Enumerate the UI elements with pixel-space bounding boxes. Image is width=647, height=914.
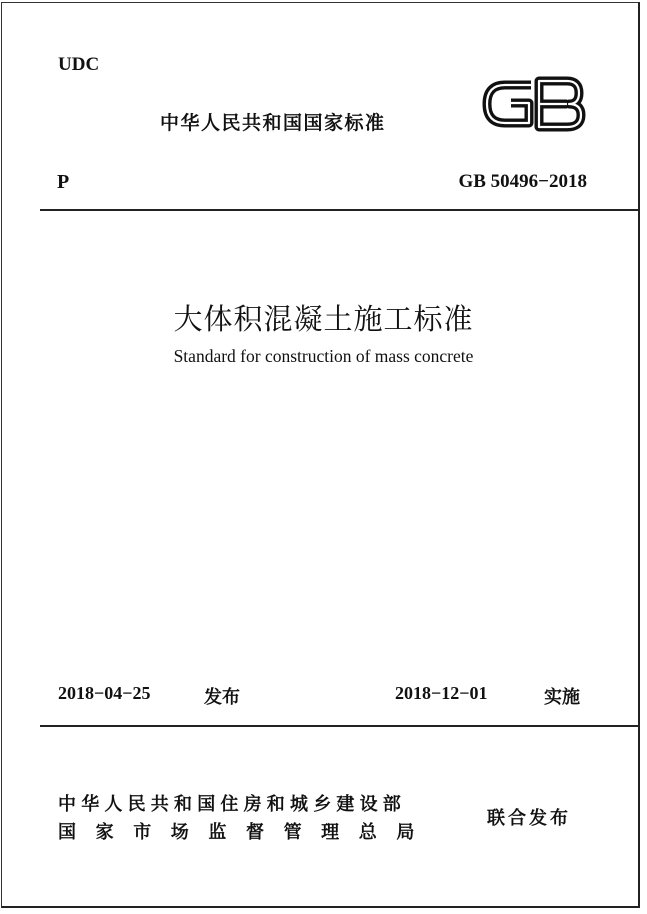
page-border [1,2,640,908]
publisher-samr-char: 局 [396,822,415,843]
publisher-samr-char: 国 [58,822,76,843]
national-standard-heading: 中华人民共和国国家标准 [160,112,386,134]
category-label: P [57,171,70,193]
publisher-samr [58,818,434,844]
standard-number: GB 50496−2018 [458,171,587,192]
issue-label: 发布 [204,687,240,708]
publisher-samr-char: 总 [358,822,377,843]
title-chinese: 大体积混凝土施工标准 [173,302,474,336]
issue-date: 2018−04−25 [58,683,151,703]
gb-logo-icon [481,75,589,133]
title-english: Standard for construction of mass concrete [173,346,474,366]
publisher-samr-char: 家 [95,822,114,843]
publisher-samr-char: 理 [321,822,340,843]
header-divider [40,209,640,211]
publisher-samr-char: 场 [170,822,189,843]
publisher-samr-char: 市 [133,822,152,843]
implementation-label: 实施 [544,687,580,708]
udc-label: UDC [58,54,100,75]
publisher-mohurd: 中华人民共和国住房和城乡建设部 [58,794,406,815]
publisher-samr-char: 监 [208,822,227,843]
svg-text:GB: GB [535,110,537,111]
joint-publication-label: 联合发布 [487,808,571,829]
publisher-samr-char: 督 [245,822,264,843]
footer-divider [40,725,640,727]
publisher-samr-char: 管 [283,822,302,843]
implementation-date: 2018−12−01 [395,683,488,703]
